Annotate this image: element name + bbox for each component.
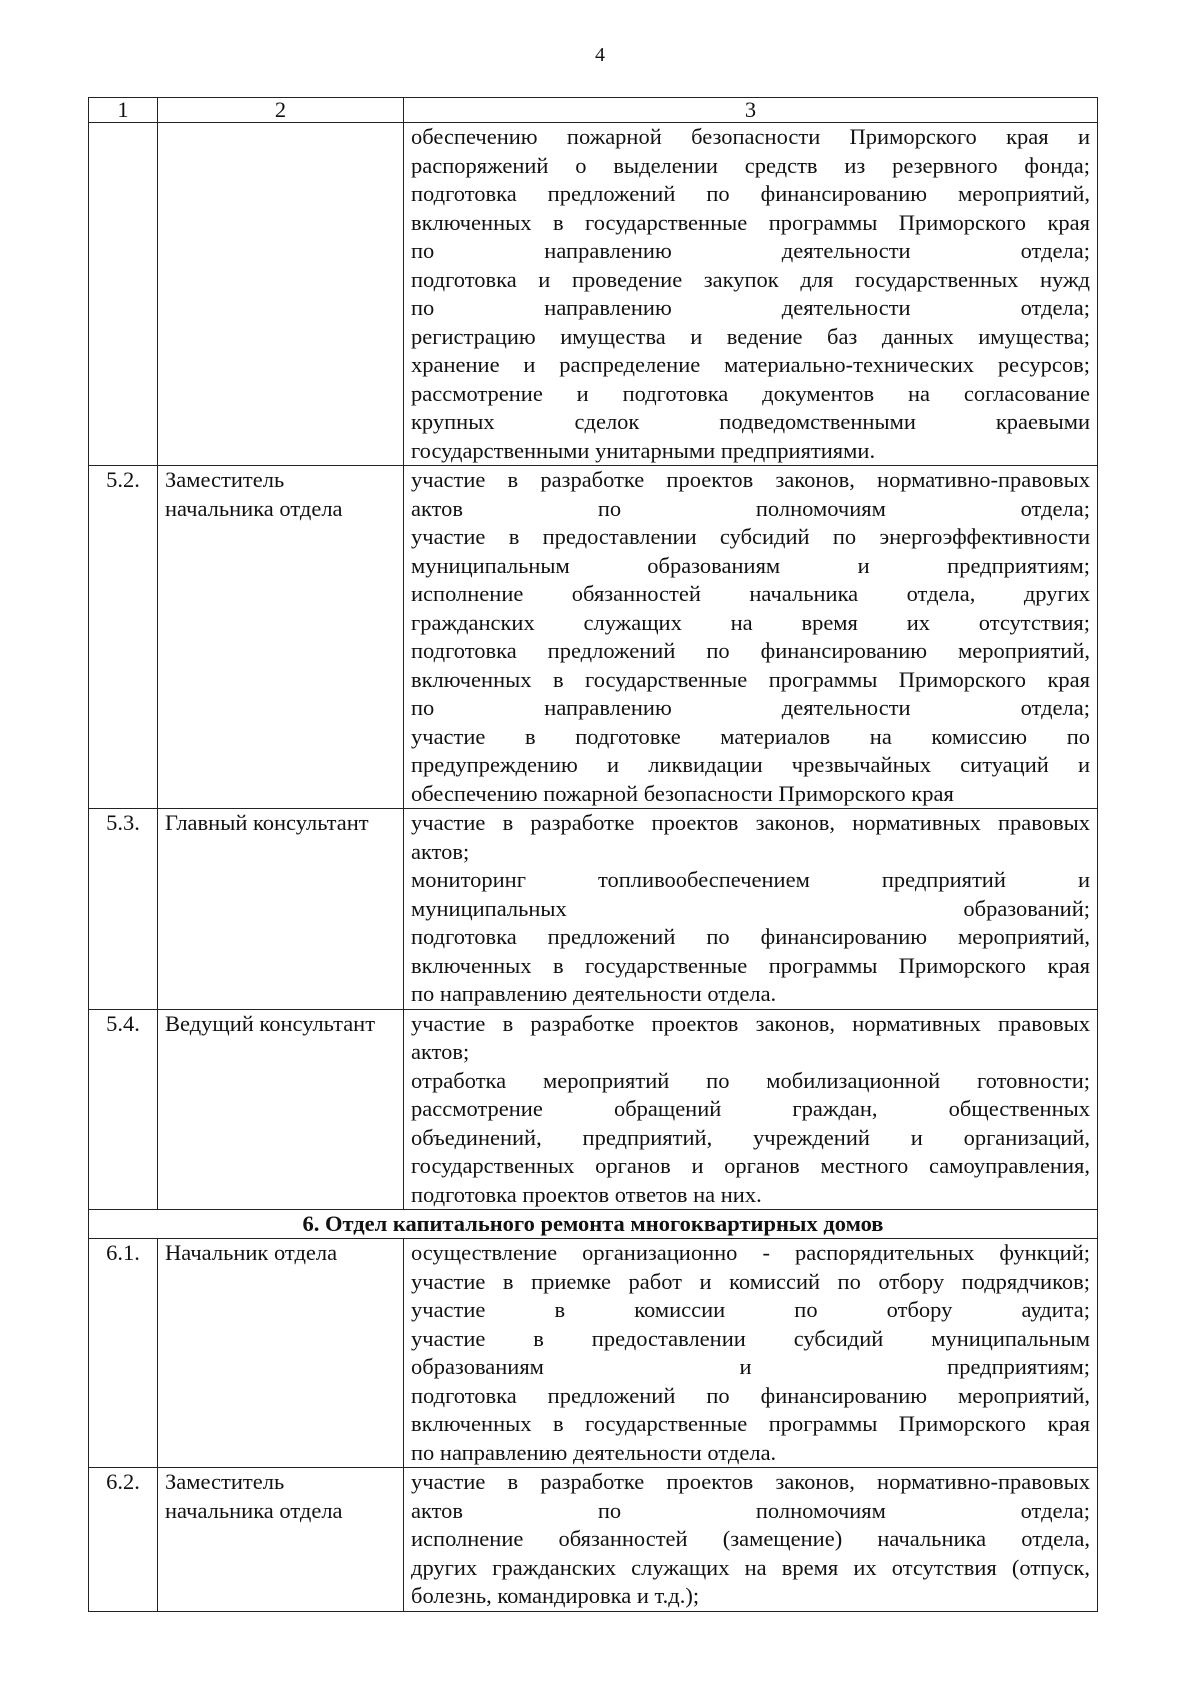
duties-cell <box>404 123 1098 466</box>
header-col-2: 2 <box>158 98 404 123</box>
duty-line: по направлению деятельности отдела. <box>411 1439 777 1465</box>
page-number: 4 <box>595 44 605 66</box>
duty-line: участие в предоставлении субсидий по энергоэффективности <box>411 524 1090 549</box>
duty-line: включенных в государственные программы Приморского края <box>411 1411 1090 1436</box>
duty-line: подготовка предложений по финансированию мероприятий, <box>411 181 1090 206</box>
duty-line: участие в разработке проектов законов, нормативно-правовых <box>411 1469 1090 1494</box>
duties-cell <box>404 1468 1098 1612</box>
table-row <box>89 1009 1098 1210</box>
duty-line: муниципальным образованиям и предприятиям; <box>411 552 1090 578</box>
duty-line: распоряжений о выделении средств из резервного фонда; <box>411 152 1090 178</box>
position-title: Начальник отдела <box>158 1239 404 1468</box>
duty-line: по направлению деятельности отдела; <box>411 695 1090 720</box>
duty-line: подготовка предложений по финансированию мероприятий, <box>411 924 1090 949</box>
row-number: 5.4. <box>89 1009 158 1210</box>
table-row <box>89 809 1098 1010</box>
header-col-3: 3 <box>404 98 1098 123</box>
duty-line: обеспечению пожарной безопасности Приморского края <box>411 780 954 806</box>
row-number: 5.3. <box>89 809 158 1010</box>
duty-line: государственными унитарными предприятиями. <box>411 437 876 463</box>
duties-cell <box>404 466 1098 809</box>
duty-line: объединений, предприятий, учреждений и организаций, <box>411 1124 1090 1150</box>
duty-line: муниципальных образований; <box>411 895 1090 921</box>
duty-line: участие в подготовке материалов на комиссию по <box>411 723 1090 749</box>
table-body <box>89 123 1098 1612</box>
duty-line: участие в предоставлении субсидий муниципальным <box>411 1325 1090 1351</box>
duty-line: актов; <box>411 838 470 864</box>
duty-line: подготовка предложений по финансированию мероприятий, <box>411 638 1090 663</box>
section-title: 6. Отдел капитального ремонта многоквартирных домов <box>89 1210 1098 1239</box>
position-title: Заместитель начальника отдела <box>158 1468 404 1612</box>
duty-line: участие в разработке проектов законов, нормативных правовых <box>411 810 1090 835</box>
row-number: 5.2. <box>89 466 158 809</box>
duty-line: актов по полномочиям отдела; <box>411 495 1090 521</box>
duty-line: мониторинг топливообеспечением предприятий и <box>411 867 1090 892</box>
section-row <box>89 1210 1098 1239</box>
duty-line: участие в приемке работ и комиссий по отбору подрядчиков; <box>411 1268 1090 1294</box>
duty-line: рассмотрение обращений граждан, общественных <box>411 1096 1090 1121</box>
table-row <box>89 1239 1098 1468</box>
duties-cell <box>404 1009 1098 1210</box>
duty-line: гражданских служащих на время их отсутствия; <box>411 609 1090 635</box>
duty-line: актов; <box>411 1039 470 1064</box>
duties-cell <box>404 809 1098 1010</box>
duties-cell <box>404 1239 1098 1468</box>
duty-line: отработка мероприятий по мобилизационной готовности; <box>411 1067 1090 1093</box>
duty-line: исполнение обязанностей начальника отдела, других <box>411 581 1090 606</box>
duty-line: других гражданских служащих на время их отсутствия (отпуск, <box>411 1554 1090 1580</box>
duty-line: регистрацию имущества и ведение баз данных имущества; <box>411 323 1090 349</box>
duty-line: подготовка проектов ответов на них. <box>411 1181 762 1207</box>
duty-line: предупреждению и ликвидации чрезвычайных ситуаций и <box>411 752 1090 777</box>
duty-line: образованиям и предприятиям; <box>411 1354 1090 1379</box>
duty-line: болезнь, командировка и т.д.); <box>411 1583 700 1608</box>
duty-line: подготовка предложений по финансированию мероприятий, <box>411 1382 1090 1408</box>
duty-line: обеспечению пожарной безопасности Приморского края и <box>411 124 1090 149</box>
duty-line: хранение и распределение материально-технических ресурсов; <box>411 352 1090 377</box>
table-row <box>89 1468 1098 1612</box>
header-row <box>89 98 1098 123</box>
header-col-1: 1 <box>89 98 158 123</box>
duty-line: участие в разработке проектов законов, нормативных правовых <box>411 1010 1090 1036</box>
duty-line: крупных сделок подведомственными краевыми <box>411 409 1090 434</box>
duty-line: включенных в государственные программы Приморского края <box>411 952 1090 978</box>
position-title: Заместитель начальника отдела <box>158 466 404 809</box>
position-title <box>158 123 404 466</box>
duty-line: исполнение обязанностей (замещение) начальника отдела, <box>411 1526 1090 1551</box>
row-number: 6.1. <box>89 1239 158 1468</box>
duty-line: государственных органов и органов местного самоуправления, <box>411 1153 1090 1178</box>
duty-line: по направлению деятельности отдела; <box>411 295 1090 320</box>
duty-line: включенных в государственные программы Приморского края <box>411 666 1090 692</box>
table-row <box>89 123 1098 466</box>
duty-line: по направлению деятельности отдела. <box>411 981 777 1006</box>
duty-line: подготовка и проведение закупок для государственных нужд <box>411 266 1090 292</box>
duty-line: по направлению деятельности отдела; <box>411 238 1090 263</box>
responsibilities-table <box>88 97 1098 1612</box>
duty-line: участие в комиссии по отбору аудита; <box>411 1297 1090 1322</box>
duty-line: актов по полномочиям отдела; <box>411 1497 1090 1523</box>
table-row <box>89 466 1098 809</box>
duty-line: участие в разработке проектов законов, нормативно-правовых <box>411 467 1090 492</box>
duty-line: рассмотрение и подготовка документов на согласование <box>411 380 1090 406</box>
position-title: Главный консультант <box>158 809 404 1010</box>
duty-line: осуществление организационно - распорядительных функций; <box>411 1240 1090 1265</box>
position-title: Ведущий консультант <box>158 1009 404 1210</box>
row-number: 6.2. <box>89 1468 158 1612</box>
row-number <box>89 123 158 466</box>
duty-line: включенных в государственные программы Приморского края <box>411 209 1090 235</box>
